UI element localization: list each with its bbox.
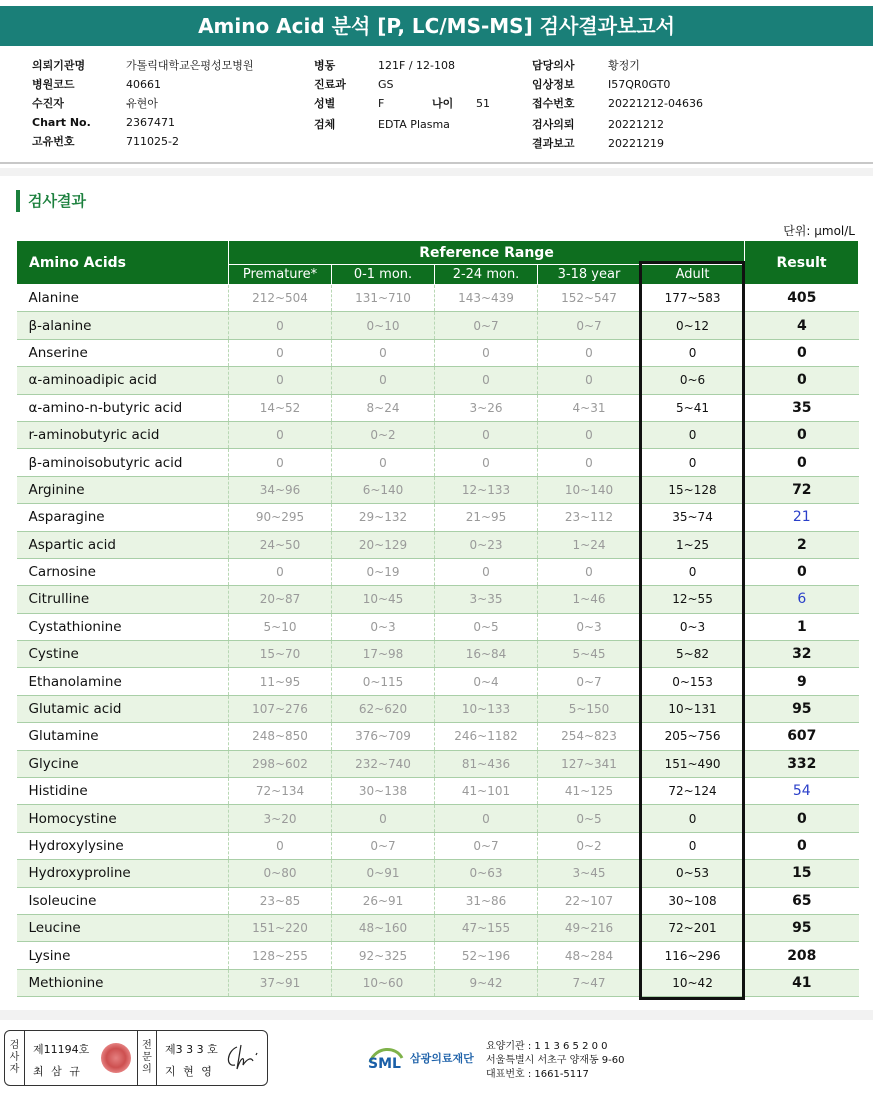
reference-cell: 81~436 [435,750,538,777]
reference-cell: 0~80 [229,860,332,887]
adult-reference-cell: 205~756 [641,723,745,750]
separator-band [0,168,873,176]
age-value: 51 [476,97,490,110]
org-code: 요양기관 : 1 1 3 6 5 2 0 0 [486,1041,608,1052]
sml-logo-icon [366,1042,406,1072]
reference-cell: 0~91 [332,860,435,887]
table-row [17,805,859,832]
reference-cell: 34~96 [229,476,332,503]
table-row [17,531,859,558]
table-row [17,312,859,339]
adult-reference-cell: 0~6 [641,367,745,394]
info-value: F [378,97,385,110]
reference-cell: 3~35 [435,586,538,613]
amino-acid-name: Methionine [17,969,229,996]
header-reference-range: Reference Range [229,241,745,265]
amino-acid-name: Ethanolamine [17,668,229,695]
reference-cell: 0~115 [332,668,435,695]
info-row [32,132,292,151]
info-row [532,115,772,134]
reference-cell: 24~50 [229,531,332,558]
table-row [17,421,859,448]
reference-cell: 0 [538,558,641,585]
reference-cell: 0~7 [538,312,641,339]
report-title: Amino Acid 분석 [P, LC/MS-MS] 검사결과보고서 [0,6,873,46]
table-row [17,504,859,531]
info-row [532,56,772,75]
reference-cell: 72~134 [229,778,332,805]
result-cell: 41 [745,969,859,996]
info-label: 병동 [314,59,336,72]
reference-cell: 11~95 [229,668,332,695]
reference-cell: 20~87 [229,586,332,613]
result-cell: 4 [745,312,859,339]
table-row [17,449,859,476]
amino-acid-name: Leucine [17,914,229,941]
info-value: GS [378,78,394,91]
adult-reference-cell: 0~53 [641,860,745,887]
amino-acid-name: Asparagine [17,504,229,531]
reference-cell: 0~4 [435,668,538,695]
reference-cell: 41~101 [435,778,538,805]
vert-char: 검 [9,1040,20,1051]
table-row [17,476,859,503]
amino-acid-name: Arginine [17,476,229,503]
adult-reference-cell: 15~128 [641,476,745,503]
reference-cell: 0 [229,339,332,366]
reference-cell: 92~325 [332,942,435,969]
reference-cell: 10~140 [538,476,641,503]
info-label: 결과보고 [532,137,575,150]
info-value: 711025-2 [126,135,179,148]
reference-cell: 8~24 [332,394,435,421]
table-row [17,750,859,777]
info-value: 20221212-04636 [608,97,703,110]
reference-cell: 14~52 [229,394,332,421]
org-phone: 대표번호 : 1661-5117 [486,1069,589,1080]
vert-char: 사 [9,1052,20,1063]
amino-acid-name: α-amino-n-butyric acid [17,394,229,421]
adult-reference-cell: 116~296 [641,942,745,969]
amino-acid-name: Isoleucine [17,887,229,914]
reference-cell: 90~295 [229,504,332,531]
reference-cell: 17~98 [332,641,435,668]
table-row [17,641,859,668]
bottom-separator [0,1010,873,1020]
age-label: 나이 [432,97,454,110]
amino-acid-name: Glutamine [17,723,229,750]
info-row [532,134,772,153]
reference-cell: 16~84 [435,641,538,668]
adult-reference-cell: 5~82 [641,641,745,668]
table-row [17,613,859,640]
reference-cell: 0 [538,421,641,448]
reference-cell: 3~20 [229,805,332,832]
reference-cell: 0 [435,421,538,448]
table-row [17,723,859,750]
inspector-vertical-label [5,1031,25,1085]
result-cell: 72 [745,476,859,503]
info-row [532,75,772,94]
amino-acid-name: Hydroxylysine [17,832,229,859]
reference-cell: 0 [229,558,332,585]
result-cell: 332 [745,750,859,777]
result-cell: 54 [745,778,859,805]
info-row [314,94,514,113]
reference-cell: 37~91 [229,969,332,996]
reference-cell: 0 [229,832,332,859]
info-row [314,56,514,75]
reference-cell: 0~23 [435,531,538,558]
result-cell: 6 [745,586,859,613]
reference-cell: 4~31 [538,394,641,421]
info-value: 40661 [126,78,161,91]
table-row [17,914,859,941]
reference-cell: 7~47 [538,969,641,996]
reference-cell: 0~63 [435,860,538,887]
result-cell: 95 [745,695,859,722]
result-cell: 1 [745,613,859,640]
table-row [17,695,859,722]
reference-cell: 131~710 [332,285,435,312]
reference-cell: 376~709 [332,723,435,750]
table-row [17,558,859,585]
patient-info-col-3 [532,56,772,153]
reference-cell: 254~823 [538,723,641,750]
adult-reference-cell: 0 [641,339,745,366]
org-info [486,1040,625,1082]
table-row [17,586,859,613]
reference-cell: 0~2 [332,421,435,448]
table-row [17,339,859,366]
info-label: 검사의뢰 [532,118,575,131]
adult-reference-cell: 0 [641,421,745,448]
amino-acid-name: Cystathionine [17,613,229,640]
inspector-number: 제11194호 [33,1043,90,1056]
header-adult: Adult [641,265,745,285]
header-premature: Premature* [229,265,332,285]
reference-cell: 20~129 [332,531,435,558]
result-cell: 95 [745,914,859,941]
table-row [17,778,859,805]
info-label: 담당의사 [532,59,575,72]
info-row [32,75,292,94]
info-value: I57QR0GT0 [608,78,671,91]
patient-info-col-1 [32,56,292,151]
reference-cell: 212~504 [229,285,332,312]
adult-reference-cell: 177~583 [641,285,745,312]
handwritten-signature-icon [223,1043,263,1073]
table-row [17,394,859,421]
adult-reference-cell: 10~131 [641,695,745,722]
reference-cell: 248~850 [229,723,332,750]
org-name: 삼광의료재단 [410,1052,474,1065]
result-cell: 65 [745,887,859,914]
reference-cell: 47~155 [435,914,538,941]
info-label: Chart No. [32,116,91,129]
amino-acid-name: Homocystine [17,805,229,832]
header-result: Result [745,241,859,285]
reference-cell: 29~132 [332,504,435,531]
reference-cell: 0~7 [538,668,641,695]
info-row [32,94,292,113]
reference-cell: 52~196 [435,942,538,969]
adult-reference-cell: 72~124 [641,778,745,805]
info-row [32,56,292,75]
reference-cell: 48~160 [332,914,435,941]
info-label: 임상정보 [532,78,575,91]
adult-reference-cell: 12~55 [641,586,745,613]
reference-cell: 0 [229,312,332,339]
vert-char: 전 [142,1040,152,1051]
svg-text:SML: SML [368,1056,401,1072]
reference-cell: 5~150 [538,695,641,722]
reference-cell: 10~133 [435,695,538,722]
reference-cell: 41~125 [538,778,641,805]
reference-cell: 298~602 [229,750,332,777]
signature-box [4,1030,268,1086]
table-row [17,832,859,859]
reference-cell: 62~620 [332,695,435,722]
reference-cell: 0~5 [435,613,538,640]
reference-cell: 5~10 [229,613,332,640]
reference-cell: 6~140 [332,476,435,503]
reference-cell: 0 [538,449,641,476]
reference-cell: 48~284 [538,942,641,969]
info-value: 2367471 [126,116,175,129]
info-value: 20221212 [608,118,664,131]
table-row [17,860,859,887]
reference-cell: 10~60 [332,969,435,996]
adult-reference-cell: 10~42 [641,969,745,996]
specialist-vertical-label [137,1031,157,1085]
reference-cell: 0 [332,449,435,476]
results-table [16,240,859,997]
result-cell: 0 [745,367,859,394]
info-row [314,75,514,94]
unit-label: 단위: μmol/L [783,224,855,238]
reference-cell: 0 [332,339,435,366]
adult-reference-cell: 0~3 [641,613,745,640]
result-cell: 607 [745,723,859,750]
reference-cell: 0 [435,367,538,394]
amino-acid-name: Citrulline [17,586,229,613]
table-row [17,367,859,394]
reference-cell: 0~2 [538,832,641,859]
info-label: 접수번호 [532,97,575,110]
reference-cell: 0 [435,805,538,832]
amino-acid-name: α-aminoadipic acid [17,367,229,394]
amino-acid-name: Carnosine [17,558,229,585]
result-cell: 9 [745,668,859,695]
result-cell: 0 [745,805,859,832]
seal-stamp-icon [101,1043,131,1073]
reference-cell: 143~439 [435,285,538,312]
amino-acid-name: Glutamic acid [17,695,229,722]
result-cell: 0 [745,339,859,366]
adult-reference-cell: 0~153 [641,668,745,695]
reference-cell: 21~95 [435,504,538,531]
adult-reference-cell: 151~490 [641,750,745,777]
amino-acid-name: r-aminobutyric acid [17,421,229,448]
result-cell: 2 [745,531,859,558]
reference-cell: 1~24 [538,531,641,558]
specialist-name: 지 현 영 [165,1065,214,1078]
adult-reference-cell: 0 [641,558,745,585]
info-value: 가톨릭대학교은평성모병원 [126,59,254,72]
adult-reference-cell: 0 [641,805,745,832]
reference-cell: 23~112 [538,504,641,531]
reference-cell: 0 [229,367,332,394]
info-row [314,115,514,134]
reference-cell: 31~86 [435,887,538,914]
amino-acid-name: Aspartic acid [17,531,229,558]
reference-cell: 22~107 [538,887,641,914]
reference-cell: 0~7 [435,832,538,859]
reference-cell: 127~341 [538,750,641,777]
info-label: 의뢰기관명 [32,59,86,72]
amino-acid-name: Cystine [17,641,229,668]
header-2-24-mon: 2-24 mon. [435,265,538,285]
amino-acid-name: Alanine [17,285,229,312]
adult-reference-cell: 0 [641,832,745,859]
reference-cell: 26~91 [332,887,435,914]
adult-reference-cell: 72~201 [641,914,745,941]
amino-acid-name: β-aminoisobutyric acid [17,449,229,476]
info-value: EDTA Plasma [378,118,450,131]
reference-cell: 49~216 [538,914,641,941]
result-cell: 0 [745,558,859,585]
info-value: 121F / 12-108 [378,59,455,72]
reference-cell: 30~138 [332,778,435,805]
result-cell: 208 [745,942,859,969]
reference-cell: 0 [435,558,538,585]
result-cell: 15 [745,860,859,887]
info-label: 수진자 [32,97,64,110]
table-row [17,285,859,312]
info-value: 20221219 [608,137,664,150]
amino-acid-name: β-alanine [17,312,229,339]
result-cell: 0 [745,449,859,476]
info-label: 고유번호 [32,135,75,148]
reference-cell: 15~70 [229,641,332,668]
info-label: 진료과 [314,78,346,91]
adult-reference-cell: 0~12 [641,312,745,339]
patient-info-col-2 [314,56,514,134]
amino-acid-name: Lysine [17,942,229,969]
header-0-1-mon: 0-1 mon. [332,265,435,285]
reference-cell: 0 [538,367,641,394]
result-cell: 35 [745,394,859,421]
reference-cell: 0 [435,449,538,476]
amino-acid-name: Glycine [17,750,229,777]
inspector-name: 최 삼 규 [33,1065,82,1078]
reference-cell: 12~133 [435,476,538,503]
vert-char: 문 [142,1052,152,1063]
vert-char: 의 [142,1064,152,1075]
info-value: 황정기 [608,59,640,72]
table-row [17,969,859,996]
table-row [17,887,859,914]
result-cell: 0 [745,832,859,859]
reference-cell: 151~220 [229,914,332,941]
reference-cell: 10~45 [332,586,435,613]
report-footer [0,1020,873,1096]
patient-info [0,56,873,164]
adult-reference-cell: 1~25 [641,531,745,558]
reference-cell: 3~26 [435,394,538,421]
specialist-number: 제3 3 3 호 [165,1043,218,1056]
adult-reference-cell: 5~41 [641,394,745,421]
section-title: 검사결과 [16,190,86,212]
reference-cell: 0~7 [332,832,435,859]
info-label: 병원코드 [32,78,75,91]
header-3-18-year: 3-18 year [538,265,641,285]
reference-cell: 0 [332,805,435,832]
reference-cell: 0 [229,449,332,476]
info-row [32,113,292,132]
reference-cell: 107~276 [229,695,332,722]
reference-cell: 0~7 [435,312,538,339]
reference-cell: 0~10 [332,312,435,339]
adult-reference-cell: 0 [641,449,745,476]
amino-acid-name: Histidine [17,778,229,805]
info-row [532,94,772,113]
reference-cell: 23~85 [229,887,332,914]
reference-cell: 232~740 [332,750,435,777]
reference-cell: 0~19 [332,558,435,585]
result-cell: 32 [745,641,859,668]
org-address: 서울특별시 서초구 양재동 9-60 [486,1055,625,1066]
vert-char: 자 [9,1064,20,1075]
header-amino-acids: Amino Acids [17,241,229,285]
table-row [17,668,859,695]
adult-reference-cell: 30~108 [641,887,745,914]
reference-cell: 0~5 [538,805,641,832]
reference-cell: 0 [538,339,641,366]
reference-cell: 0~3 [332,613,435,640]
reference-cell: 0~3 [538,613,641,640]
amino-acid-name: Hydroxyproline [17,860,229,887]
adult-reference-cell: 35~74 [641,504,745,531]
result-cell: 21 [745,504,859,531]
reference-cell: 0 [435,339,538,366]
info-label: 검체 [314,118,336,131]
reference-cell: 9~42 [435,969,538,996]
table-row [17,942,859,969]
reference-cell: 152~547 [538,285,641,312]
reference-cell: 0 [229,421,332,448]
reference-cell: 5~45 [538,641,641,668]
result-cell: 405 [745,285,859,312]
amino-acid-name: Anserine [17,339,229,366]
reference-cell: 246~1182 [435,723,538,750]
reference-cell: 0 [332,367,435,394]
reference-cell: 128~255 [229,942,332,969]
info-label: 성별 [314,97,336,110]
result-cell: 0 [745,421,859,448]
reference-cell: 3~45 [538,860,641,887]
info-value: 유현아 [126,97,158,110]
reference-cell: 1~46 [538,586,641,613]
